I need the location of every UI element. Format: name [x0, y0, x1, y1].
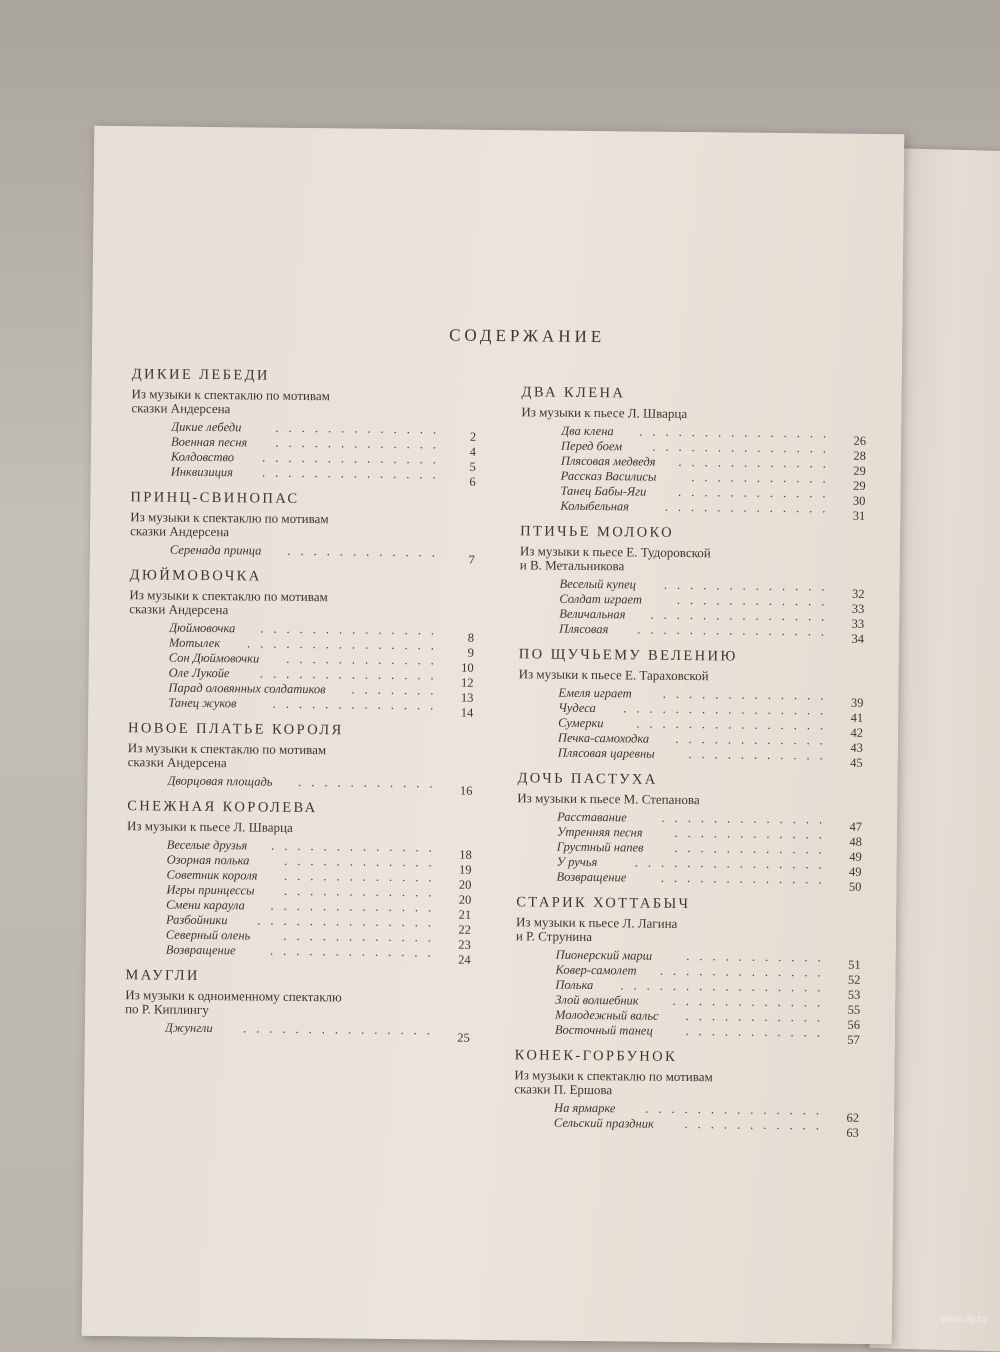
section-heading: ПО ЩУЧЬЕМУ ВЕЛЕНИЮ	[518, 646, 738, 665]
entry-title: Возвращение	[556, 869, 627, 885]
entry-title: Полька	[555, 977, 594, 993]
toc-section	[518, 646, 864, 770]
entry-title: Инквизиция	[170, 464, 234, 480]
entry-title: Северный олень	[165, 927, 251, 943]
entry-page-number: 5	[469, 459, 476, 474]
description-line: сказки Андерсена	[127, 754, 227, 771]
entry-title: Солдат играет	[559, 591, 643, 607]
toc-section	[514, 1047, 860, 1140]
toc-entry[interactable]	[169, 542, 475, 567]
entry-page-number: 25	[457, 1030, 470, 1045]
entry-title: Возвращение	[165, 942, 236, 958]
description-line: сказки П. Ершова	[514, 1081, 613, 1098]
leader-dots: .............	[663, 577, 835, 594]
entry-page-number: 13	[460, 690, 474, 705]
entry-title: Перед боем	[560, 438, 623, 454]
entry-title: На ярмарке	[554, 1100, 616, 1116]
entry-page-number: 14	[460, 705, 474, 720]
right-column	[514, 384, 867, 1144]
leader-dots: ...............	[242, 1021, 440, 1038]
entry-title: Военная песня	[170, 434, 248, 450]
leader-dots: ............	[286, 651, 444, 668]
section-description	[516, 915, 861, 947]
section-description	[129, 588, 474, 620]
entry-title: Плясовая медведя	[560, 453, 656, 469]
leader-dots: ............	[678, 454, 836, 471]
toc-section	[127, 720, 473, 798]
entry-page-number: 55	[847, 1002, 861, 1017]
leader-dots: ..............	[262, 450, 446, 467]
entry-page-number: 19	[459, 862, 472, 877]
entry-page-number: 7	[468, 552, 475, 567]
section-description	[131, 387, 476, 419]
entry-page-number: 32	[851, 586, 865, 601]
section-description	[517, 791, 862, 809]
entry-title: Расставание	[557, 809, 627, 825]
section-description	[521, 405, 866, 423]
toc-items	[167, 773, 473, 798]
entry-page-number: 12	[460, 675, 474, 690]
entry-page-number: 43	[850, 740, 863, 755]
leader-dots: ...........	[298, 774, 443, 791]
leader-dots: ...............	[639, 424, 837, 441]
entry-title: Сон Дюймовочки	[168, 650, 260, 666]
section-description	[127, 819, 472, 837]
toc-items	[553, 1100, 860, 1140]
entry-page-number: 20	[458, 892, 472, 907]
section-heading: ДИКИЕ ЛЕБЕДИ	[131, 366, 270, 384]
description-line: Из музыки к спектаклю по мотивам	[127, 740, 327, 758]
toc-items	[559, 576, 865, 646]
description-line: Из музыки к пьесе Л. Шварца	[521, 404, 688, 422]
entry-title: Ковер-самолет	[555, 962, 637, 978]
entry-page-number: 16	[459, 783, 473, 798]
entry-title: Серенада принца	[169, 542, 262, 558]
entry-page-number: 34	[851, 631, 865, 646]
section-heading: НОВОЕ ПЛАТЬЕ КОРОЛЯ	[127, 720, 344, 739]
entry-title: Веселые друзья	[166, 837, 248, 853]
entry-title: Сельский праздник	[553, 1115, 654, 1131]
toc-items	[165, 837, 472, 967]
leader-dots: .............	[272, 696, 444, 713]
leader-dots: ..............	[257, 913, 442, 930]
entry-title: Джунгли	[164, 1020, 213, 1036]
entry-title: Дикие лебеди	[171, 419, 242, 435]
description-line: и Р. Струнина	[515, 928, 593, 945]
section-heading: ДОЧЬ ПАСТУХА	[517, 770, 658, 788]
description-line: сказки Андерсена	[129, 601, 229, 618]
entry-page-number: 20	[458, 877, 472, 892]
toc-items	[556, 809, 863, 894]
left-column	[125, 366, 477, 1049]
description-line: Из музыки к спектаклю по мотивам	[131, 386, 330, 404]
entry-title: Сумерки	[558, 715, 604, 731]
entry-title: Дворцовая площадь	[167, 773, 273, 789]
entry-page-number: 24	[458, 952, 471, 967]
entry-page-number: 23	[458, 937, 471, 952]
toc-items	[560, 423, 867, 523]
entry-page-number: 53	[847, 987, 861, 1002]
entry-page-number: 49	[849, 864, 862, 879]
description-line: Из музыки к пьесе Е. Тудоровской	[519, 543, 711, 561]
entry-title: Парад оловянных солдатиков	[168, 680, 326, 697]
leader-dots: ...........	[686, 949, 831, 965]
leader-dots: ............	[674, 840, 832, 857]
toc-section	[126, 798, 473, 967]
toc-section	[520, 384, 867, 523]
page-title: СОДЕРЖАНИЕ	[449, 325, 606, 347]
leader-dots: ...........	[688, 747, 833, 763]
entry-page-number: 21	[458, 907, 472, 922]
toc-entry[interactable]	[170, 464, 476, 489]
leader-dots: ............	[676, 592, 835, 609]
entry-title: Плясовая	[559, 621, 609, 637]
entry-title: Мотылек	[168, 635, 221, 651]
entry-page-number: 18	[459, 847, 472, 862]
entry-page-number: 10	[461, 660, 474, 675]
leader-dots: ............	[287, 543, 445, 560]
section-heading: СНЕЖНАЯ КОРОЛЕВА	[127, 798, 318, 817]
description-line: сказки Андерсена	[131, 400, 231, 417]
leader-dots: ...............	[246, 636, 445, 653]
description-line: Из музыки к спектаклю по мотивам	[130, 509, 329, 527]
entry-title: Печка-самоходка	[557, 730, 650, 746]
toc-items	[168, 620, 475, 720]
leader-dots: ..............	[645, 1101, 830, 1118]
leader-dots: ............	[675, 731, 834, 748]
description-line: Из музыки к спектаклю по мотивам	[514, 1067, 713, 1085]
toc-entry[interactable]	[554, 1022, 860, 1047]
entry-page-number: 57	[847, 1032, 860, 1047]
entry-page-number: 41	[850, 710, 864, 725]
entry-title: Оле Лукойе	[168, 665, 230, 681]
entry-title: Восточный танец	[554, 1022, 653, 1038]
toc-section	[519, 523, 865, 646]
section-heading: ПРИНЦ-СВИНОПАС	[130, 489, 300, 507]
description-line: по Р. Киплингу	[125, 1001, 209, 1018]
entry-title: Дюймовочка	[169, 620, 236, 636]
description-line: Из музыки к пьесе Л. Лагина	[515, 914, 678, 931]
section-heading: КОНЕК-ГОРБУНОК	[514, 1047, 678, 1065]
toc-entry[interactable]	[559, 621, 865, 646]
leader-dots: ...........	[684, 1117, 830, 1133]
entry-page-number: 6	[469, 474, 476, 489]
entry-title: Молодежный вальс	[555, 1007, 659, 1023]
entry-title: Утренняя песня	[556, 824, 643, 840]
entry-title: Пионерский марш	[555, 947, 653, 963]
entry-title: У ручья	[556, 854, 598, 870]
leader-dots: ...............	[634, 855, 832, 872]
section-description	[520, 544, 865, 576]
entry-title: Емеля играет	[558, 685, 632, 701]
entry-page-number: 50	[848, 879, 862, 894]
leader-dots: ................	[623, 701, 834, 718]
leader-dots: ..............	[650, 607, 835, 624]
leader-dots: .............	[662, 686, 834, 703]
entry-page-number: 30	[852, 493, 866, 508]
leader-dots: .............	[275, 420, 447, 437]
description-line: Из музыки к пьесе Л. Шварца	[126, 818, 293, 835]
toc-entry[interactable]	[553, 1115, 859, 1140]
toc-section	[125, 967, 471, 1045]
toc-section	[130, 489, 476, 567]
section-heading: ДЮЙМОВОЧКА	[129, 567, 262, 585]
leader-dots: ..............	[261, 465, 446, 482]
leader-dots: ................	[620, 978, 831, 995]
leader-dots: ............	[672, 993, 831, 1010]
entry-title: Разбойники	[165, 912, 228, 928]
leader-dots: .............	[661, 810, 833, 827]
toc-entry[interactable]	[557, 745, 863, 770]
toc-section	[516, 770, 863, 894]
entry-title: Танец жуков	[168, 695, 237, 711]
description-line: Из музыки к спектаклю по мотивам	[129, 587, 328, 605]
leader-dots: ...............	[637, 622, 835, 639]
entry-title: Веселый купец	[559, 576, 637, 592]
entry-title: Озорная полька	[166, 852, 250, 868]
entry-title: Колыбельная	[560, 498, 630, 514]
leader-dots: ............	[283, 868, 442, 885]
leader-dots: ............	[283, 883, 442, 900]
entry-title: Колдовство	[170, 449, 235, 465]
entry-page-number: 2	[469, 429, 477, 444]
leader-dots: ............	[674, 825, 833, 842]
entry-page-number: 26	[853, 433, 867, 448]
section-description	[130, 510, 475, 542]
entry-title: Плясовая царевны	[557, 745, 655, 761]
entry-title: Танец Бабы-Яги	[560, 483, 647, 499]
book-page	[82, 126, 905, 1344]
toc-entry[interactable]	[165, 942, 471, 967]
description-line: сказки Андерсена	[130, 523, 230, 540]
entry-page-number: 33	[851, 616, 865, 631]
toc-entry[interactable]	[556, 869, 862, 894]
section-heading: ПТИЧЬЕ МОЛОКО	[520, 523, 675, 541]
leader-dots: .............	[659, 963, 831, 980]
toc-section	[131, 366, 477, 489]
section-heading: МАУГЛИ	[125, 967, 200, 984]
section-heading: СТАРИК ХОТТАБЫЧ	[516, 894, 691, 913]
entry-title: Игры принцессы	[166, 882, 255, 898]
toc-section	[128, 567, 475, 720]
description-line: Из музыки к пьесе М. Степанова	[517, 790, 700, 808]
leader-dots: .............	[664, 499, 836, 516]
section-description	[514, 1068, 859, 1100]
leader-dots: .............	[270, 943, 441, 960]
toc-section	[515, 894, 861, 1047]
entry-page-number: 49	[849, 849, 862, 864]
toc-items	[170, 419, 477, 489]
entry-page-number: 45	[850, 755, 863, 770]
leader-dots: ...........	[685, 1009, 831, 1025]
entry-title: Советник короля	[166, 867, 258, 883]
entry-page-number: 62	[846, 1110, 860, 1125]
entry-title: Смени караула	[166, 897, 245, 913]
entry-title: Злой волшебник	[555, 992, 639, 1008]
section-description	[519, 667, 864, 685]
entry-page-number: 9	[467, 645, 474, 660]
leader-dots: ...........	[685, 1024, 830, 1040]
leader-dots: .......	[351, 682, 444, 698]
description-line: Из музыки к одноименному спектаклю	[125, 987, 342, 1005]
leader-dots: .............	[275, 435, 447, 452]
toc-items	[164, 1020, 470, 1045]
toc-items	[557, 685, 864, 770]
entry-page-number: 47	[849, 819, 863, 834]
entry-page-number: 48	[849, 834, 862, 849]
leader-dots: ...........	[691, 470, 836, 486]
leader-dots: ............	[283, 928, 441, 945]
entry-page-number: 39	[850, 695, 864, 710]
description-line: и В. Метальникова	[519, 557, 625, 574]
entry-page-number: 52	[847, 972, 861, 987]
leader-dots: .............	[660, 870, 832, 887]
entry-title: Рассказ Василисы	[560, 468, 657, 484]
leader-dots: ..............	[260, 621, 445, 638]
entry-page-number: 33	[851, 601, 865, 616]
entry-page-number: 29	[853, 478, 866, 493]
watermark: www.ay.by	[940, 1314, 988, 1325]
section-description	[128, 741, 473, 773]
leader-dots: .............	[271, 838, 442, 855]
entry-page-number: 42	[850, 725, 864, 740]
section-description	[125, 988, 470, 1020]
toc-items	[169, 542, 475, 567]
leader-dots: ............	[284, 853, 442, 870]
entry-page-number: 29	[853, 463, 866, 478]
entry-page-number: 63	[846, 1125, 859, 1140]
entry-title: Величальная	[559, 606, 626, 622]
entry-page-number: 31	[852, 508, 866, 523]
leader-dots: ..............	[652, 439, 837, 456]
entry-page-number: 56	[847, 1017, 861, 1032]
toc-entry[interactable]	[168, 695, 474, 720]
entry-page-number: 8	[467, 630, 475, 645]
description-line: Из музыки к пьесе Е. Тараховской	[518, 666, 709, 684]
entry-title: Грустный напев	[556, 839, 644, 855]
section-heading: ДВА КЛЕНА	[521, 384, 626, 402]
leader-dots: ..............	[259, 666, 444, 683]
toc-entry[interactable]	[560, 498, 866, 523]
entry-title: Два клена	[561, 423, 614, 439]
leader-dots: .............	[270, 898, 442, 915]
entry-page-number: 22	[458, 922, 472, 937]
entry-page-number: 28	[853, 448, 867, 463]
toc-entry[interactable]	[167, 773, 473, 798]
toc-entry[interactable]	[164, 1020, 470, 1045]
toc-items	[554, 947, 861, 1047]
leader-dots: ............	[677, 484, 836, 501]
entry-page-number: 4	[469, 444, 477, 459]
entry-page-number: 51	[848, 957, 861, 972]
entry-title: Чудеса	[558, 700, 596, 716]
leader-dots: ...............	[636, 716, 834, 733]
